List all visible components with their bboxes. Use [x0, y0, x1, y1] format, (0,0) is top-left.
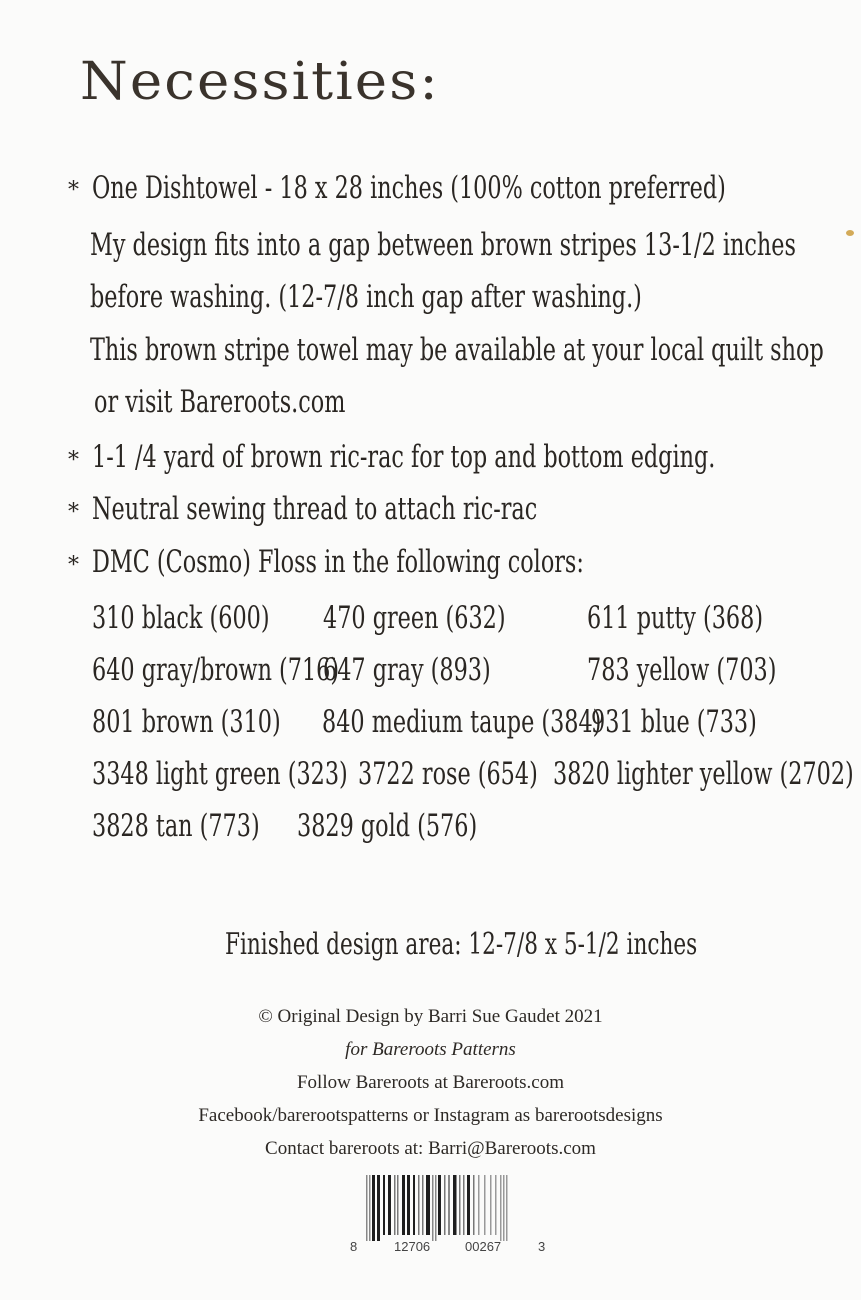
barcode-digit: 3: [538, 1239, 546, 1254]
floss-color: 640 gray/brown (716): [92, 652, 340, 688]
barcode-icon: [366, 1175, 516, 1245]
social-line: Facebook/barerootspatterns or Instagram as barerootsdesigns: [198, 1105, 663, 1126]
floss-color: 3820 lighter yellow (2702): [553, 756, 854, 792]
floss-color: 647 gray (893): [323, 652, 491, 688]
item-text: This brown stripe towel may be available at your local quilt shop: [90, 332, 824, 368]
floss-color: 783 yellow (703): [587, 652, 777, 688]
item-text: One Dishtowel - 18 x 28 inches (100% cotton preferred): [92, 170, 726, 206]
barcode-digit: 12706: [394, 1239, 431, 1254]
floss-color: 931 blue (733): [591, 704, 757, 740]
bullet-icon: *: [68, 553, 79, 578]
item-text: My design fits into a gap between brown stripes 13-1/2 inches: [90, 227, 796, 263]
floss-color: 801 brown (310): [92, 704, 281, 740]
publisher-line: for Bareroots Patterns: [345, 1039, 516, 1060]
follow-line: Follow Bareroots at Bareroots.com: [296, 1072, 564, 1093]
contact-line: Contact bareroots at: Barri@Bareroots.com: [265, 1138, 596, 1159]
barcode-digit: 00267: [465, 1239, 502, 1254]
bullet-icon: *: [68, 448, 79, 473]
paper-speck: [846, 230, 854, 236]
page-title: Necessities:: [80, 52, 440, 112]
item-text: DMC (Cosmo) Floss in the following colors:: [92, 544, 584, 580]
item-text: before washing. (12-7/8 inch gap after washing.): [90, 279, 642, 315]
credits-block: [0, 1000, 861, 1165]
floss-color: 470 green (632): [323, 600, 506, 636]
floss-color: 3829 gold (576): [297, 808, 478, 844]
bullet-icon: *: [68, 178, 79, 203]
floss-color: 611 putty (368): [587, 600, 764, 636]
item-text: Neutral sewing thread to attach ric-rac: [92, 491, 538, 527]
barcode-digit: 8: [350, 1239, 358, 1254]
floss-color: 3348 light green (323): [92, 756, 348, 792]
floss-color: 3722 rose (654): [358, 756, 538, 792]
floss-color: 310 black (600): [92, 600, 270, 636]
finished-design-area: Finished design area: 12-7/8 x 5-1/2 inches: [225, 927, 698, 962]
item-text: 1-1 /4 yard of brown ric-rac for top and bottom edging.: [92, 439, 716, 475]
item-text: or visit Bareroots.com: [94, 384, 346, 420]
floss-color: 3828 tan (773): [92, 808, 260, 844]
bullet-icon: *: [68, 500, 79, 525]
copyright-line: © Original Design by Barri Sue Gaudet 2021: [258, 1006, 603, 1027]
floss-color: 840 medium taupe (384): [322, 704, 602, 740]
